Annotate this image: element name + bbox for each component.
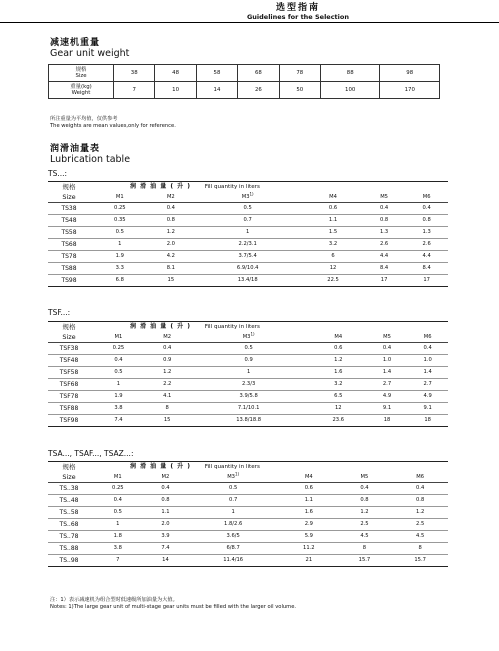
quantity-cell: 1.5 xyxy=(303,227,363,239)
quantity-cell: 0.25 xyxy=(90,483,146,495)
quantity-cell: 1.1 xyxy=(281,495,337,507)
quantity-cell: 9.1 xyxy=(407,403,448,415)
quantity-cell: 7.4 xyxy=(146,543,186,555)
quantity-cell: 8 xyxy=(337,543,393,555)
size-cell: TS98 xyxy=(61,277,77,284)
quantity-cell: 14 xyxy=(162,557,169,563)
lubrication-note xyxy=(50,597,296,611)
m3-label: M3 xyxy=(242,333,251,340)
column-header-m1: M1 xyxy=(90,472,146,483)
quantity-cell: 0.6 xyxy=(310,343,367,355)
quantity-cell: 3.3 xyxy=(90,263,150,275)
quantity-cell: 0.4 xyxy=(147,343,188,355)
quantity-cell: 1.4 xyxy=(407,367,448,379)
size-cell: TS58 xyxy=(48,227,90,239)
table-row xyxy=(48,555,448,567)
column-header-m1: M1 xyxy=(90,332,147,343)
weight-note xyxy=(50,116,176,130)
table-row xyxy=(48,507,448,519)
weight-label-en: Weight xyxy=(71,90,91,96)
quantity-cell: 3.9/5.8 xyxy=(187,391,309,403)
quantity-cell: 0.4 xyxy=(392,483,448,495)
size-cell: TS48 xyxy=(48,215,90,227)
lubrication-table-ts xyxy=(48,181,448,287)
size-cell: TSF78 xyxy=(48,391,90,403)
weight-cell: 14 xyxy=(196,82,237,99)
size-cell: TSF38 xyxy=(48,343,90,355)
fill-header xyxy=(90,462,448,473)
column-header-m3 xyxy=(192,192,303,203)
column-header-m1: M1 xyxy=(90,192,150,203)
quantity-cell: 3.9 xyxy=(146,531,186,543)
quantity-cell: 0.6 xyxy=(281,483,337,495)
quantity-cell: 3.6/5 xyxy=(185,531,281,543)
quantity-cell: 3.8 xyxy=(90,403,147,415)
size-cell: TS..38 xyxy=(48,483,90,495)
quantity-cell: 15.7 xyxy=(414,557,426,563)
size-header-en: Size xyxy=(48,472,90,483)
quantity-cell: 1.9 xyxy=(90,251,150,263)
header-title-cn: 选型指南 xyxy=(275,3,320,13)
quantity-cell: 2.7 xyxy=(367,379,408,391)
quantity-cell: 4.5 xyxy=(392,531,448,543)
weight-value-row xyxy=(49,82,440,99)
weight-title-en: Gear unit weight xyxy=(50,48,130,59)
m3-footnote-mark: 1) xyxy=(249,190,254,196)
quantity-cell: 7.4 xyxy=(114,417,123,423)
quantity-cell: 3.8 xyxy=(90,543,146,555)
quantity-cell: 2.0 xyxy=(150,239,193,251)
quantity-cell: 1 xyxy=(187,367,309,379)
weight-cell: 26 xyxy=(238,82,279,99)
quantity-cell: 6/8.7 xyxy=(185,543,281,555)
weight-cell: 50 xyxy=(279,82,320,99)
quantity-cell: 4.9 xyxy=(407,391,448,403)
size-cell: TSF58 xyxy=(48,367,90,379)
table-row xyxy=(48,531,448,543)
quantity-cell: 1.3 xyxy=(363,227,406,239)
table-row xyxy=(48,251,448,263)
quantity-cell: 0.4 xyxy=(146,483,186,495)
weight-label-cn: 重量(kg) xyxy=(70,83,92,90)
table-row xyxy=(48,215,448,227)
quantity-cell: 0.5 xyxy=(90,507,146,519)
weight-cell: 7 xyxy=(114,82,155,99)
quantity-cell: 0.8 xyxy=(363,215,406,227)
m3-label: M3 xyxy=(241,193,250,200)
lubrication-table-tsf xyxy=(48,321,448,427)
size-cell: 78 xyxy=(279,65,320,82)
table-row xyxy=(48,227,448,239)
quantity-cell: 8 xyxy=(392,543,448,555)
quantity-cell: 22.5 xyxy=(327,277,339,283)
quantity-cell: 4.9 xyxy=(367,391,408,403)
quantity-cell: 1.0 xyxy=(407,355,448,367)
quantity-cell: 4.4 xyxy=(363,251,406,263)
quantity-cell: 1.4 xyxy=(367,367,408,379)
quantity-cell: 1 xyxy=(192,227,303,239)
quantity-cell: 0.9 xyxy=(147,355,188,367)
quantity-cell: 0.5 xyxy=(90,227,150,239)
quantity-cell: 1.9 xyxy=(90,391,147,403)
quantity-cell: 0.7 xyxy=(185,495,281,507)
fill-header-en: Fill quantity in liters xyxy=(204,324,260,330)
quantity-cell: 6.9/10.4 xyxy=(192,263,303,275)
quantity-cell: 13.4/18 xyxy=(237,277,258,283)
quantity-cell: 1.2 xyxy=(310,355,367,367)
quantity-cell: 0.9 xyxy=(187,355,309,367)
quantity-cell: 0.5 xyxy=(90,367,147,379)
quantity-cell: 8.4 xyxy=(405,263,448,275)
quantity-cell: 11.2 xyxy=(281,543,337,555)
size-cell: 58 xyxy=(196,65,237,82)
m3-label: M3 xyxy=(227,473,235,480)
weight-cell: 170 xyxy=(380,82,440,99)
quantity-cell: 6 xyxy=(303,251,363,263)
table-header-row xyxy=(48,462,448,473)
quantity-cell: 2.2 xyxy=(147,379,188,391)
quantity-cell: 1.1 xyxy=(146,507,186,519)
quantity-cell: 0.5 xyxy=(192,203,303,215)
quantity-cell: 1 xyxy=(90,379,147,391)
quantity-cell: 2.3/3 xyxy=(187,379,309,391)
quantity-cell: 1.3 xyxy=(405,227,448,239)
size-cell: TS..78 xyxy=(48,531,90,543)
size-cell: TS..88 xyxy=(48,543,90,555)
table-subheader-row xyxy=(48,192,448,203)
size-label-cn: 规格 xyxy=(75,66,87,73)
column-header-m2: M2 xyxy=(147,332,188,343)
quantity-cell: 0.4 xyxy=(363,203,406,215)
quantity-cell: 0.8 xyxy=(146,495,186,507)
weight-cell: 10 xyxy=(155,82,196,99)
quantity-cell: 4.5 xyxy=(337,531,393,543)
quantity-cell: 0.5 xyxy=(185,483,281,495)
quantity-cell: 0.6 xyxy=(303,203,363,215)
table-label-ts: TS...: xyxy=(48,169,68,178)
quantity-cell: 18 xyxy=(424,417,431,423)
m3-footnote-mark: 1) xyxy=(234,470,240,476)
size-cell: 68 xyxy=(238,65,279,82)
table-row xyxy=(48,275,448,287)
size-cell: 48 xyxy=(155,65,196,82)
quantity-cell: 8.1 xyxy=(150,263,193,275)
quantity-cell: 6.5 xyxy=(310,391,367,403)
table-row xyxy=(48,263,448,275)
m3-footnote-mark: 1) xyxy=(250,330,255,336)
size-header-en: Size xyxy=(48,332,90,343)
table-subheader-row xyxy=(48,472,448,483)
quantity-cell: 0.7 xyxy=(192,215,303,227)
size-header-cn: 规格 xyxy=(62,322,76,331)
quantity-cell: 0.25 xyxy=(90,203,150,215)
quantity-cell: 0.8 xyxy=(392,495,448,507)
weight-size-row xyxy=(49,65,440,82)
fill-header-en: Fill quantity in liters xyxy=(204,184,260,190)
size-cell: TS78 xyxy=(48,251,90,263)
quantity-cell: 1 xyxy=(185,507,281,519)
column-header-m6: M6 xyxy=(392,472,448,483)
header-title-en: Guidelines for the Selection xyxy=(246,13,349,21)
quantity-cell: 2.2/3.1 xyxy=(192,239,303,251)
column-header-m6: M6 xyxy=(405,192,448,203)
quantity-cell: 12 xyxy=(310,403,367,415)
page-header xyxy=(247,3,349,21)
quantity-cell: 4.2 xyxy=(150,251,193,263)
size-cell: 88 xyxy=(320,65,380,82)
weight-table xyxy=(48,64,440,99)
quantity-cell: 2.0 xyxy=(146,519,186,531)
quantity-cell: 0.4 xyxy=(90,355,147,367)
size-cell: TSF68 xyxy=(48,379,90,391)
quantity-cell: 0.8 xyxy=(337,495,393,507)
quantity-cell: 1.6 xyxy=(281,507,337,519)
weight-note-en: The weights are mean values,only for reference. xyxy=(50,123,176,129)
size-header-cn: 规格 xyxy=(62,182,76,191)
quantity-cell: 1.0 xyxy=(367,355,408,367)
quantity-cell: 0.5 xyxy=(187,343,309,355)
weight-value-header xyxy=(49,82,114,99)
quantity-cell: 1.6 xyxy=(310,367,367,379)
size-header-cn: 规格 xyxy=(62,462,76,471)
quantity-cell: 21 xyxy=(305,557,313,563)
weight-cell: 100 xyxy=(320,82,380,99)
quantity-cell: 3.2 xyxy=(303,239,363,251)
quantity-cell: 17 xyxy=(423,277,430,283)
size-cell: TS..68 xyxy=(48,519,90,531)
table-row xyxy=(48,495,448,507)
quantity-cell: 17 xyxy=(380,277,388,283)
column-header-m2: M2 xyxy=(146,472,186,483)
column-header-m4: M4 xyxy=(303,192,363,203)
column-header-m6: M6 xyxy=(407,332,448,343)
quantity-cell: 2.5 xyxy=(337,519,393,531)
quantity-cell: 8 xyxy=(147,403,188,415)
header-divider xyxy=(0,22,499,23)
table-label-tsa: TSA..., TSAF..., TSAZ...: xyxy=(48,449,134,458)
quantity-cell: 1 xyxy=(90,519,146,531)
quantity-cell: 0.8 xyxy=(405,215,448,227)
weight-size-header xyxy=(49,65,114,82)
table-row xyxy=(48,403,448,415)
quantity-cell: 12 xyxy=(303,263,363,275)
fill-header-cn: 润 滑 油 量 ( 升 ) xyxy=(130,183,192,190)
size-cell: TS38 xyxy=(48,203,90,215)
lubrication-title-en: Lubrication table xyxy=(50,154,131,165)
size-cell: TS..48 xyxy=(48,495,90,507)
quantity-cell: 1.2 xyxy=(337,507,393,519)
quantity-cell: 0.4 xyxy=(407,343,448,355)
column-header-m3 xyxy=(187,332,309,343)
column-header-m4: M4 xyxy=(281,472,337,483)
table-row xyxy=(48,543,448,555)
table-row xyxy=(48,355,448,367)
quantity-cell: 7 xyxy=(116,557,120,563)
fill-header xyxy=(90,322,448,333)
table-row xyxy=(48,519,448,531)
quantity-cell: 1.8 xyxy=(90,531,146,543)
quantity-cell: 4.4 xyxy=(405,251,448,263)
table-subheader-row xyxy=(48,332,448,343)
quantity-cell: 18 xyxy=(383,417,391,423)
quantity-cell: 0.35 xyxy=(90,215,150,227)
size-cell: TS..98 xyxy=(59,557,79,564)
size-label-en: Size xyxy=(75,73,87,79)
quantity-cell: 13.8/18.8 xyxy=(236,417,262,423)
quantity-cell: 5.9 xyxy=(281,531,337,543)
quantity-cell: 1.1 xyxy=(303,215,363,227)
quantity-cell: 3.2 xyxy=(310,379,367,391)
quantity-cell: 0.4 xyxy=(150,203,193,215)
table-row xyxy=(48,239,448,251)
fill-header-cn: 润 滑 油 量 ( 升 ) xyxy=(130,323,192,330)
table-row xyxy=(48,415,448,427)
quantity-cell: 1.2 xyxy=(392,507,448,519)
table-row xyxy=(48,343,448,355)
quantity-cell: 2.6 xyxy=(363,239,406,251)
size-cell: 38 xyxy=(114,65,155,82)
quantity-cell: 8.4 xyxy=(363,263,406,275)
table-header-row xyxy=(48,182,448,193)
quantity-cell: 0.4 xyxy=(405,203,448,215)
size-cell: TS88 xyxy=(48,263,90,275)
table-row xyxy=(48,483,448,495)
lubrication-note-en: Notes: 1)The large gear unit of multi-stage gear units must be filled with the larger oil volume. xyxy=(50,604,297,610)
size-header-en: Size xyxy=(48,192,90,203)
column-header-m5: M5 xyxy=(337,472,393,483)
column-header-m3 xyxy=(185,472,281,483)
quantity-cell: 0.4 xyxy=(337,483,393,495)
table-label-tsf: TSF...: xyxy=(48,308,71,317)
table-row xyxy=(48,203,448,215)
quantity-cell: 0.8 xyxy=(150,215,193,227)
weight-title-cn: 减速机重量 xyxy=(50,38,101,48)
quantity-cell: 15 xyxy=(167,277,175,283)
lubrication-table-tsa xyxy=(48,461,448,567)
quantity-cell: 15.7 xyxy=(358,557,371,563)
quantity-cell: 2.7 xyxy=(407,379,448,391)
quantity-cell: 3.7/5.4 xyxy=(192,251,303,263)
size-cell: TSF98 xyxy=(59,417,79,424)
table-row xyxy=(48,367,448,379)
quantity-cell: 7.1/10.1 xyxy=(187,403,309,415)
quantity-cell: 6.8 xyxy=(115,277,124,283)
quantity-cell: 0.4 xyxy=(90,495,146,507)
quantity-cell: 15 xyxy=(163,417,171,423)
table-row xyxy=(48,379,448,391)
quantity-cell: 0.25 xyxy=(90,343,147,355)
size-cell: 98 xyxy=(380,65,440,82)
quantity-cell: 1 xyxy=(90,239,150,251)
lubrication-title-cn: 润滑油量表 xyxy=(50,144,101,154)
size-cell: TS..58 xyxy=(48,507,90,519)
quantity-cell: 11.4/16 xyxy=(223,557,244,563)
size-cell: TS68 xyxy=(48,239,90,251)
fill-header-cn: 润 滑 油 量 ( 升 ) xyxy=(130,463,192,470)
quantity-cell: 1.2 xyxy=(147,367,188,379)
fill-header xyxy=(90,182,448,193)
quantity-cell: 1.2 xyxy=(150,227,193,239)
column-header-m4: M4 xyxy=(310,332,367,343)
column-header-m2: M2 xyxy=(150,192,193,203)
column-header-m5: M5 xyxy=(367,332,408,343)
table-row xyxy=(48,391,448,403)
table-header-row xyxy=(48,322,448,333)
column-header-m5: M5 xyxy=(363,192,406,203)
quantity-cell: 23.6 xyxy=(332,417,345,423)
quantity-cell: 4.1 xyxy=(147,391,188,403)
quantity-cell: 2.6 xyxy=(405,239,448,251)
quantity-cell: 1.8/2.6 xyxy=(185,519,281,531)
quantity-cell: 2.5 xyxy=(392,519,448,531)
quantity-cell: 0.4 xyxy=(367,343,408,355)
fill-header-en: Fill quantity in liters xyxy=(204,464,260,470)
size-cell: TSF48 xyxy=(48,355,90,367)
lubrication-note-cn: 注：1）表示减速机为组合型时低速级所加油量为大值。 xyxy=(50,597,178,603)
quantity-cell: 9.1 xyxy=(367,403,408,415)
weight-note-cn: 所注重量为平均值，仅供参考 xyxy=(50,116,118,122)
size-cell: TSF88 xyxy=(48,403,90,415)
quantity-cell: 2.9 xyxy=(281,519,337,531)
